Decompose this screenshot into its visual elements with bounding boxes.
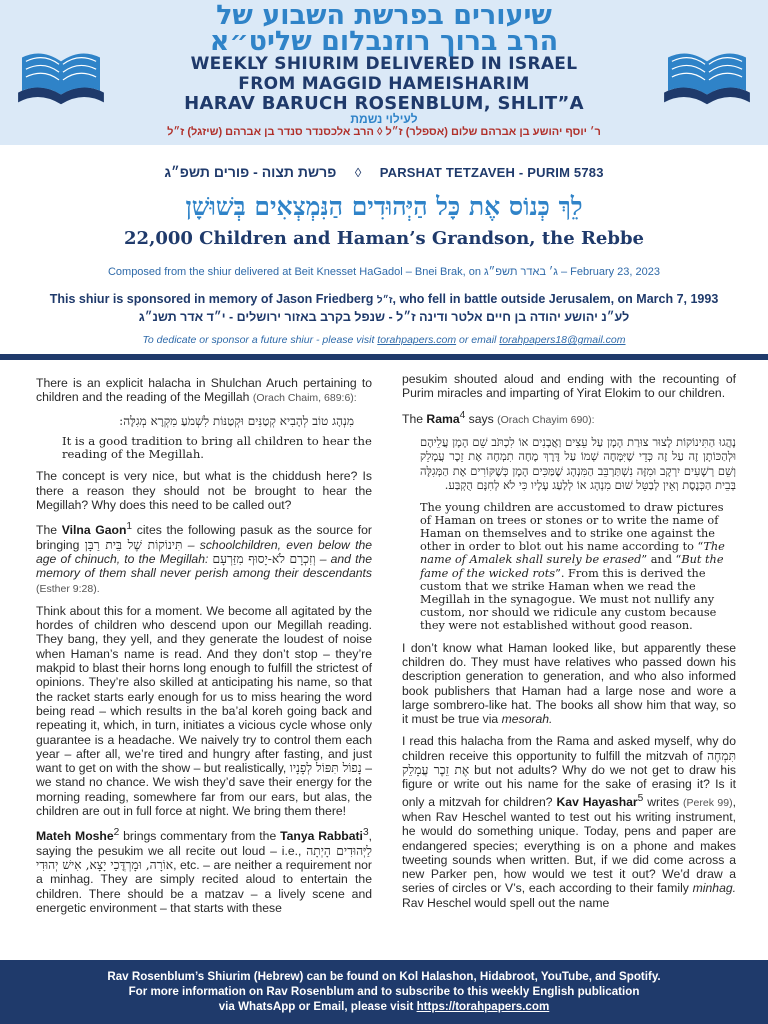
footnote-marker: 1 <box>126 521 133 533</box>
text: ”. From this is derived the custom that we strike Haman when we read the Megillah in the synagogue. We must not nullify any custom, nor should we ridicule any custom because they were not established without good reason. <box>420 566 717 633</box>
rama-hebrew-quote: נָהֲגוּ הַתִּינוֹקוֹת לָצוּר צוּרַת הָמָן עַל עֵצִים וַאֲבָנִים אוֹ לִכְתֹּב שֵׁם הָמָן עֲלֵיהֶם וּלְהַכּוֹתָן זֶה עַל זֶה כְּדֵי שֶׁיִּמָּחֶה שְׁמוֹ עַל דֶּרֶךְ מֶחֶה תִמְחֶה אֶת זֵכֶר עֲמָלֵק וְשֵׁם רְשָׁעִים יִרְקָב וּמִזֶּה נִשְׁתַּרְבֵּב הַמִּנְהָג שֶׁמַּכִּים הָמָן כְּשֶׁקּוֹרִים אֶת הַמְּגִלָּה בְּבֵית הַכְּנֶסֶת וְאֵין לְבַטֵּל שׁוּם מִנְהָג אוֹ לְלַעַג עָלָיו כִּי לֹא לְחִנָּם הֻקְבַּע. <box>420 434 736 493</box>
hebrew-phrase: תִּמְחֶה אֶת זֵכֶר עֲמָלֵק <box>402 748 737 777</box>
text: , etc. – are neither a requirement nor a minhag. They are simply recited aloud to entertain the children. There should be a matzav – a lively scene and energetic environment – that starts with these <box>36 857 372 915</box>
text: – schoolchildren, even below the age of chinuch, to the Megillah: <box>36 537 373 566</box>
rama-name: Rama <box>426 411 460 426</box>
header-title-hebrew-2: הרב ברוך רוזנבלום שליט״א <box>209 26 559 57</box>
text: mesorah. <box>501 712 553 727</box>
text: writes <box>647 794 680 809</box>
left-paragraph-2: The concept is very nice, but what is the chiddush here? Is there a reason they should not be brought to hear the Megillah? Why does this need to be called out? <box>36 469 372 512</box>
header-title-english-2: FROM MAGGID HAMEISHARIM <box>238 74 530 94</box>
vilna-gaon-name: Vilna Gaon <box>61 523 127 538</box>
sponsor-zl: ז״ל <box>376 295 393 306</box>
mateh-moshe-name: Mateh Moshe <box>36 829 114 844</box>
composed-hebrew-date: ג׳ באדר תשפ״ג <box>484 266 558 278</box>
dedicate-text: To dedicate or sponsor a future shiur - please visit <box>142 334 375 346</box>
rama-quote-translation <box>402 501 736 633</box>
footnote-marker: 2 <box>113 827 120 839</box>
text: The name of Amalek shall surely be erased <box>420 540 725 567</box>
hebrew-phrase: וְזִכְרָם לֹא-יָסוּף מִזַּרְעָם <box>212 551 316 566</box>
source-citation: (Perek 99) <box>683 796 733 809</box>
text: Rav Heschel would spell out the name <box>402 895 610 910</box>
dedicate-site-link[interactable]: torahpapers.com <box>377 334 457 346</box>
sponsor-hebrew: לע״נ יהושע יהודה בן חיים אלטר ודינה ז״ל - שנפל בקרב באזור ירושלים - י״ד אדר תשנ״ג <box>138 310 630 324</box>
footnote-marker: 5 <box>637 792 644 804</box>
tanya-rabbati-name: Tanya Rabbati <box>280 829 363 844</box>
footnote-marker: 3 <box>362 827 369 839</box>
page-title: 22,000 Children and Haman’s Grandson, the Rebbe <box>124 228 644 249</box>
source-citation: (Esther 9:28). <box>36 582 100 595</box>
dedicate-line <box>0 334 768 346</box>
footer-text: via WhatsApp or Email, please visit <box>218 1000 414 1013</box>
dedication-label: לעילוי נשמת <box>350 112 418 126</box>
text: The young children are accustomed to draw pictures of Haman on trees or stones or to write the name of Haman on themselves and to strike one against the other in order to blot out his name according to “ <box>420 500 724 554</box>
right-paragraph-1: pesukim shouted aloud and ending with the recounting of Purim miracles and imparting of Yirat Elokim to our children. <box>402 372 736 401</box>
text: I read this halacha from the Rama and asked myself, why do children receive this opportunity to fulfill the mitzvah of <box>402 734 736 763</box>
text: but not adults? Why do we not get to draw his figure or write out his name for the sake of erasing it? Is it only a mitzvah for children? <box>402 762 736 809</box>
left-paragraph-3 <box>36 520 372 596</box>
divider-rule <box>0 354 768 360</box>
text: brings commentary from the <box>123 829 277 844</box>
footer-line-2: For more information on Rav Rosenblum and to subscribe to this weekly English publication <box>128 985 640 998</box>
dedicate-email-link[interactable]: torahpapers18@gmail.com <box>499 334 626 346</box>
text: – and the memory of them shall never perish among their descendants <box>36 551 373 581</box>
dedication-names: ר׳ יוסף יהושע בן אברהם שלום (אספלר) ז״ל ◊ הרב אלכסנדר סנדר בן אברהם (שיזגל) ז״ל <box>167 126 601 138</box>
kav-hayashar-name: Kav Hayashar <box>556 794 638 809</box>
footnote-marker: 4 <box>459 409 466 421</box>
right-paragraph-4 <box>402 734 736 910</box>
footer-line-3 <box>0 999 768 1014</box>
left-paragraph-5 <box>36 826 372 915</box>
parsha-english: PARSHAT TETZAVEH - PURIM 5783 <box>379 165 604 180</box>
left-paragraph-4 <box>36 604 372 818</box>
source-citation: (Orach Chaim, 689:6): <box>252 392 357 405</box>
composed-line <box>0 266 768 278</box>
text: There is an explicit halacha in Shulchan Aruch pertaining to children and the reading of the Megillah <box>36 376 372 405</box>
header-title-english-1: WEEKLY SHIURIM DELIVERED IN ISRAEL <box>190 54 578 74</box>
hebrew-phrase: נָפוֹל תִּפּוֹל לְפָנָיו <box>289 761 362 776</box>
quote-translation: It is a good tradition to bring all children to hear the reading of the Megillah. <box>62 433 372 461</box>
hebrew-phrase: תִּינוֹקוֹת שֶׁל בֵּית רַבָּן <box>84 537 183 552</box>
right-paragraph-2 <box>402 409 736 427</box>
text: The <box>36 523 58 538</box>
hebrew-quote: מִנְהָג טוֹב לְהָבִיא קְטַנִּים וּקְטַנּוֹת לִשְׁמֹעַ מִקְרָא מְגִלָּה: <box>119 413 354 428</box>
text: – we stand no chance. We wish they’d save their energy for the morning reading, somewhere far from our ears, but alas, the children are out in full force at night. We bring them there! <box>36 761 373 818</box>
hebrew-phrase: לַיְּהוּדִים הָיְתָה אוֹרָה, וּמָרְדֳּכַי יָצָא, אִישׁ יְהוּדִי <box>36 843 372 872</box>
parsha-line <box>0 164 768 182</box>
text: Think about this for a moment. We become all agitated by the hordes of children who descend upon our Megillah reading. They bang, they yell, and they generate the loudest of noise when Haman’s name is read. And they don’t stop – they’re makpid to blast their horns long enough to fulfill the strictest of opinions. They’re also skilled at anticipating his name, so that the racket starts early enough for us to miss hearing the word being read – which results in the ba’al koreh going back and repeating it, which, in turn, initiates a vicious cycle whose only guarantee is a headache. We naively try to control them each year – after all, we’re tired and hungry after fasting, and just want to get on with the show – but realistically, <box>36 603 372 776</box>
header-title-hebrew-1: שיעורים בפרשת השבוע של <box>216 0 552 31</box>
text: says <box>468 411 494 426</box>
dedicate-or: or email <box>459 334 497 346</box>
footer-banner <box>0 960 768 1024</box>
pasuk-title: לֵךְ כְּנוֹס אֶת כָּל הַיְּהוּדִים הַנִּמְצְאִים בְּשׁוּשָׁן <box>185 192 583 221</box>
right-column <box>402 372 736 918</box>
footer-line-1: Rav Rosenblum’s Shiurim (Hebrew) can be found on Kol Halashon, Hidabroot, YouTube, and Spotify. <box>107 970 661 983</box>
text: I don’t know what Haman looked like, but apparently these children do. They must have relatives who passed down his description generation to generation, and who also informed book publishers that Haman had a large nose and wore a large sombrero-like hat. The books all show him that way, so it must be true via <box>402 640 736 727</box>
header-banner <box>0 0 768 145</box>
text: cites the following pasuk as the source for bringing <box>36 523 372 552</box>
footer-site-link[interactable]: https://torahpapers.com <box>416 1000 550 1013</box>
text: , when Rav Heschel wanted to test out his writing instrument, he would do something unique. Today, pens and paper are endangered species; everything is on a phone and makes tweeting sounds when written. But, if we did come across a new Parker pen, how would we test it out? We’d draw a series of circles or V’s, each according to their family <box>402 794 736 896</box>
text: The <box>402 411 424 426</box>
composed-prefix: Composed from the shiur delivered at Beit Knesset HaGadol – Bnei Brak, on <box>107 266 481 278</box>
sponsor-english <box>0 292 768 306</box>
sponsor-text-end: , who fell in battle outside Jerusalem, on March 7, 1993 <box>392 292 719 306</box>
text: But the fame of the wicked rots <box>420 553 724 580</box>
text: minhag. <box>692 881 737 896</box>
right-paragraph-3 <box>402 641 736 727</box>
source-citation: (Orach Chayim 690): <box>497 413 595 426</box>
left-column <box>36 376 372 923</box>
diamond-separator-icon: ◊ <box>354 165 362 180</box>
text: , saying the pesukim we all recite out loud – i.e., <box>36 829 372 858</box>
composed-suffix: – February 23, 2023 <box>560 266 661 278</box>
sponsor-text: This shiur is sponsored in memory of Jason Friedberg <box>49 292 374 306</box>
left-paragraph-1 <box>36 376 372 406</box>
header-title-english-3: HARAV BARUCH ROSENBLUM, SHLIT”A <box>184 93 584 114</box>
text: ” and “ <box>641 553 682 567</box>
parsha-hebrew: פרשת תצוה - פורים תשפ״ג <box>164 164 337 180</box>
